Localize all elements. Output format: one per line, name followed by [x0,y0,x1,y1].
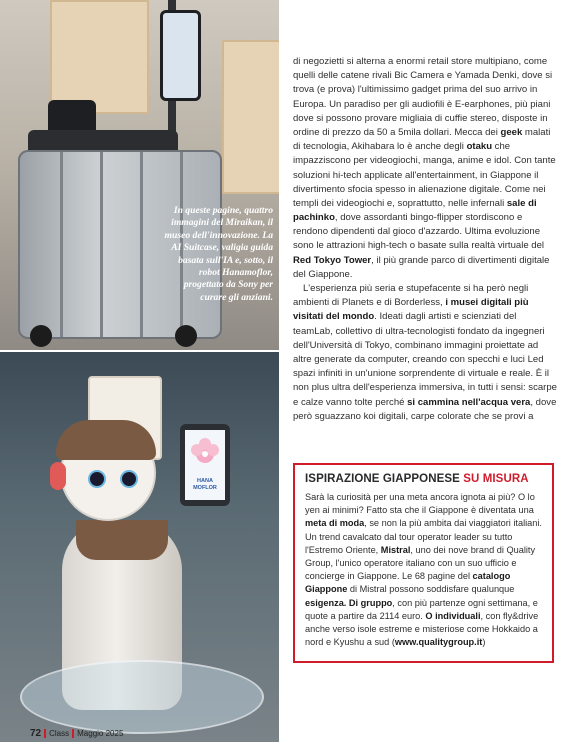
website-link[interactable]: www.qualitygroup.it [394,637,483,648]
smartphone-mounted [160,10,201,101]
footer-divider [44,729,46,738]
bold-text: Red Tokyo Tower [293,254,372,266]
footer-divider [72,729,74,738]
text: che impazziscono per videogiochi, manga, anime e idol. Con tante soluzioni hi-tech applicate all'entertainment, in Giappone il divertimento sfocia spesso in alienazione digitale. Come nei templi dei videogiochi e, soprattutto, nelle infernali [293,141,556,209]
page-footer [30,728,123,739]
box-title-main: ISPIRAZIONE GIAPPONESE [305,473,460,485]
robot-ear [50,462,66,490]
robot-hat [56,420,156,460]
sidebar-box [293,463,554,663]
bold-text: otaku [466,141,493,153]
photo-caption: In queste pagine, quattro immagini del Miraikan, il museo dell'innovazione. La AI Suitcase, valigia guida basata sull'IA e, sotto, il robot Hanamoflor, progettato da Sony per curare gli anziani. [164,205,273,303]
issue-date: Maggio 2025 [77,729,124,738]
robot-eye [120,470,138,488]
bold-text: meta di moda [305,518,365,529]
text: , dove assordanti bingo-flipper stordiscono e rendono dipendenti dal gioco d'azzardo. Ultima evoluzione sono le attrazioni high-tech o basate sulla realtà virtuale del [293,212,545,252]
text: , dove però sguazzano koi digitali, carpe colorate che se provi a [293,396,557,422]
box-body [305,491,542,649]
text: , uno dei nove brand di Quality Group, l'unico operatore italiano con un suo ufficio e concierge in Giappone. Le 68 pagine del [305,544,536,582]
box-title [305,473,542,485]
text: . Ideati dagli artisti e scienziati del teamLab, collettivo di ultra-tecnologisti fondato da ingegneri dell'Università di Tokyo, combinano immagini proiettate ad altre generate da computer, creando con specchi e luci Led spazi infiniti in un'unione sorprendente di virtuale e reale. È il non plus ultra dell'esperienza immersiva, in tutti i sensi: scarpe e calze vanno tolte perché [293,311,557,408]
wooden-shelf [50,0,149,114]
article-paragraph-1 [293,55,558,282]
text: , con fly&drive anche verso isole estreme e misteriose come Hokkaido a nord e Kyushu a sud ( [305,610,539,648]
suitcase-wheel [30,325,52,347]
bold-text: O individuali [425,610,481,621]
text: Sarà la curiosità per una meta ancora ignota ai più? O lo yen ai minimi? Fatto sta che il Giappone è diventata una [305,492,535,516]
bold-text: si cammina nell'acqua vera [407,396,531,408]
article-paragraph-2 [293,282,558,424]
box-title-accent: SU MISURA [463,473,529,485]
text: , con più partenze ogni settimana, e quote a partire da 2114 euro. [305,597,538,621]
text: di negozietti si alterna a enormi retail store multipiano, come quelli delle catene rivali Bic Camera e Yamada Denki, dove si trova (e prova) l'ultimissimo gadget prima del suo arrivo in Europa. Un paradiso per gli audiofili è E-earphones, più piani dove si possono provare migliaia di cuffie stereo, disposte in ordine di prezzo da 50 a 5mila dollari. Mecca dei [293,56,553,138]
robot-tablet-label: HANA MOFLOR [193,478,217,491]
article-body [293,55,558,424]
glass-pedestal [20,660,264,734]
bold-text: catalogo Giappone [305,571,511,595]
bold-text: esigenza. Di gruppo [305,597,393,608]
bold-text: Mistral [380,544,411,555]
wooden-display-stand [222,40,279,194]
text: malati di tecnologia, Akihabara lo è anche degli [293,126,551,153]
bold-text: i musei digitali più visitati del mondo [293,297,529,323]
robot-eye [88,470,106,488]
photo-ai-suitcase [0,0,279,350]
bold-text: sale di pachinko [293,197,537,224]
text: L'esperienza più seria e stupefacente si ha però negli ambienti di Planets e di Borderless, [293,283,529,309]
bold-text: geek [500,126,523,138]
text: ) [482,637,486,648]
robot-vest [76,520,168,560]
page-number: 72 [30,728,42,739]
text: di Mistral possono soddisfare qualunque [347,584,515,595]
magazine-name: Class [49,729,70,738]
text: , se non la più ambita dai viaggiatori italiani. Un trend cavalcato dal tour operator leader su tutto l'Estremo Oriente, [305,518,542,555]
text: , il più grande parco di divertimenti digitale del Giappone. [293,254,550,280]
suitcase-wheel [175,325,197,347]
